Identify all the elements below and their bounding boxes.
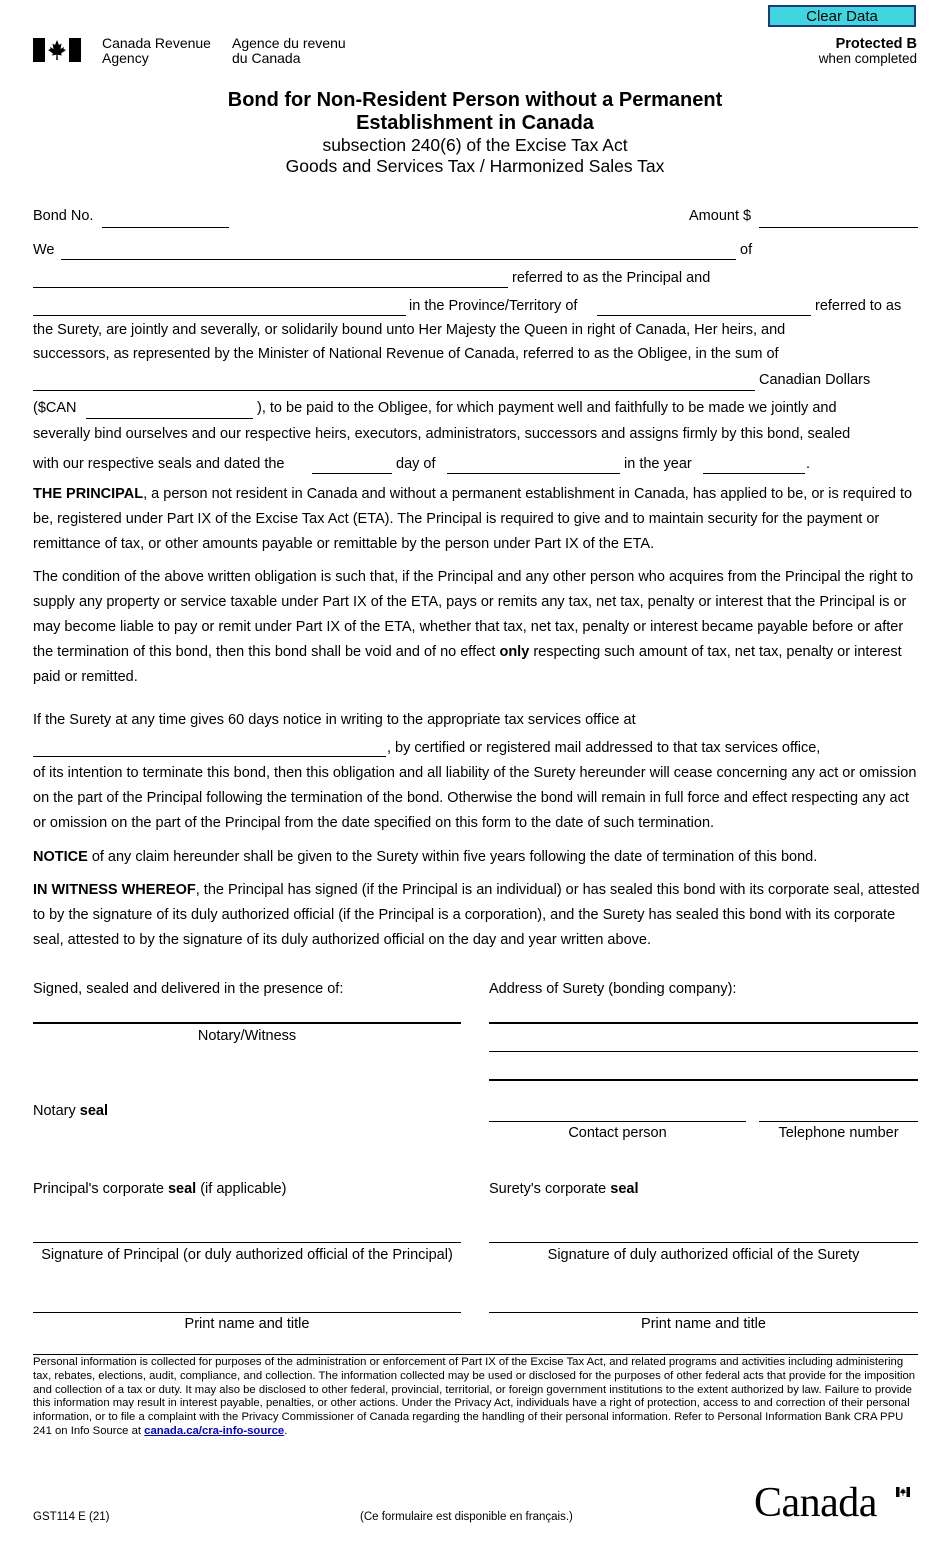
agency-name-en xyxy=(102,36,211,65)
french-availability-note: (Ce formulaire est disponible en français.) xyxy=(360,1511,573,1523)
witness-bold: IN WITNESS WHEREOF xyxy=(33,882,196,898)
principal-seal-bold: seal xyxy=(167,1181,197,1197)
surety-seal-bold: seal xyxy=(610,1181,639,1197)
severally-text: severally bind ourselves and our respective heirs, executors, administrators, successors and assigns firmly by this bond, sealed xyxy=(33,426,851,442)
notice-bold: NOTICE xyxy=(33,849,88,865)
when-completed: when completed xyxy=(818,51,917,66)
sum-words-input[interactable] xyxy=(33,373,755,391)
notary-seal-bold: seal xyxy=(79,1103,108,1119)
page-title xyxy=(0,89,950,176)
surety-signature-line[interactable] xyxy=(489,1242,918,1243)
agency-name-fr xyxy=(232,36,346,65)
agency-fr-line1: Agence du revenu xyxy=(232,35,346,51)
in-the-year-label: in the year xyxy=(624,456,692,472)
surety-print-name-input[interactable] xyxy=(489,1295,918,1313)
surety-notice-text: If the Surety at any time gives 60 days notice in writing to the appropriate tax services office at xyxy=(33,712,636,728)
title-line2: Establishment in Canada xyxy=(356,112,594,134)
agency-en-line2: Agency xyxy=(102,49,149,66)
privacy-text: Personal information is collected for purposes of the administration or enforcement of Part IX of the Excise Tax Act, and related programs and activities including administering tax, rebates, elections, audit, compliance, and collection. The information collected may be used or disclosed for the purposes of other federal acts that provide for the imposition and collection of a tax or duty. It may also be disclosed to other federal, provincial, territorial, or foreign government institutions to the extent authorized by law. Failure to provide this information may result in interest payable, penalties, or other actions. Under the Privacy Act, individuals have a right of protection, access to and correction of their personal information, or to file a complaint with the Privacy Commissioner of Canada regarding the handling of their personal information. Refer to Personal Information Bank CRA PPU 241 on Info Source at xyxy=(33,1356,916,1437)
province-input[interactable] xyxy=(597,298,811,316)
surety-text-line1: the Surety, are jointly and severally, or solidarily bound unto Her Majesty the Queen in right of Canada, Her heirs, and xyxy=(33,322,786,338)
contact-person-label: Contact person xyxy=(568,1125,667,1141)
tax-office-input[interactable] xyxy=(33,739,386,757)
termination-text: of its intention to terminate this bond, then this obligation and all liability of the Surety hereunder will cease concerning any act or omission on the part of the Principal following the termination of the bond. Otherwise the bond will remain in full force and effect respecting any act or omission on the part of the Principal from the date specified on this form to the date of such termination. xyxy=(33,765,917,831)
address-of-surety-label: Address of Surety (bonding company): xyxy=(489,981,737,997)
telephone-label: Telephone number xyxy=(778,1125,899,1141)
principal-seal-label xyxy=(33,1180,286,1198)
scan-amount-input[interactable] xyxy=(86,401,253,419)
condition-bold: only xyxy=(499,644,530,660)
title-line4: Goods and Services Tax / Harmonized Sales Tax xyxy=(285,155,665,176)
amount-label: Amount $ xyxy=(689,208,752,224)
principal-seal-post: (if applicable) xyxy=(200,1181,287,1197)
bond-no-input[interactable] xyxy=(102,210,229,228)
surety-seal-pre: Surety's corporate xyxy=(489,1181,607,1197)
principal-signature-label: Signature of Principal (or duly authorized official of the Principal) xyxy=(41,1247,453,1263)
principal-address-input[interactable] xyxy=(33,270,508,288)
province-label: in the Province/Territory of xyxy=(409,298,578,314)
agency-en-line1: Canada Revenue xyxy=(102,35,211,51)
principal-paragraph xyxy=(33,482,923,557)
government-flag-icon xyxy=(33,38,81,62)
year-input[interactable] xyxy=(703,456,805,474)
principal-label: referred to as the Principal and xyxy=(512,270,711,286)
day-of-label: day of xyxy=(396,456,436,472)
scan-after-text: ), to be paid to the Obligee, for which payment well and faithfully to be made we jointly and xyxy=(257,400,837,416)
notary-witness-line[interactable] xyxy=(33,1022,461,1024)
we-label: We xyxy=(33,242,55,258)
protected-b: Protected B xyxy=(835,36,917,52)
we-input[interactable] xyxy=(61,242,736,260)
condition-end: respecting such amount of tax, net tax, penalty or interest paid or remitted. xyxy=(33,644,902,685)
condition-paragraph xyxy=(33,565,923,690)
telephone-input[interactable] xyxy=(759,1104,918,1122)
surety-address-line3[interactable] xyxy=(489,1062,918,1081)
referred-as-label: referred to as xyxy=(815,298,902,314)
canada-wordmark xyxy=(754,1479,914,1527)
principal-print-name-input[interactable] xyxy=(33,1295,461,1313)
period: . xyxy=(806,456,811,472)
canada-wordmark-text: Canada xyxy=(754,1480,877,1526)
of-label: of xyxy=(740,242,753,258)
wordmark-flag-icon xyxy=(896,1487,910,1497)
termination-paragraph xyxy=(33,761,923,836)
amount-input[interactable] xyxy=(759,210,918,228)
scan-label: ($CAN xyxy=(33,400,77,416)
surety-address-line1[interactable] xyxy=(489,1005,918,1024)
notary-seal-label xyxy=(33,1102,108,1120)
title-line3: subsection 240(6) of the Excise Tax Act xyxy=(322,135,628,155)
privacy-end: . xyxy=(284,1424,288,1437)
clear-data-button[interactable]: Clear Data xyxy=(768,5,916,27)
notice-paragraph xyxy=(33,845,923,870)
signed-sealed-label: Signed, sealed and delivered in the presence of: xyxy=(33,981,344,997)
surety-signature-label: Signature of duly authorized official of the Surety xyxy=(547,1247,860,1263)
surety-address-line2[interactable] xyxy=(489,1034,918,1052)
principal-print-name-label: Print name and title xyxy=(184,1316,310,1332)
day-input[interactable] xyxy=(312,456,392,474)
principal-bold: THE PRINCIPAL xyxy=(33,486,144,502)
footer-divider xyxy=(33,1354,918,1355)
witness-text: , the Principal has signed (if the Principal is an individual) or has sealed this bond with its corporate seal, attested to by the signature of its duly authorized official (if the Principal is a corporation), and the Surety has sealed this bond with its corporate seal, attested to by the signature of its duly authorized official on the day and year written above. xyxy=(33,882,920,948)
notary-witness-label: Notary/Witness xyxy=(197,1028,297,1044)
bond-no-label: Bond No. xyxy=(33,208,94,224)
agency-fr-line2: du Canada xyxy=(232,49,301,66)
dated-label: with our respective seals and dated the xyxy=(33,456,285,472)
certified-text: , by certified or registered mail addressed to that tax services office, xyxy=(387,740,821,756)
principal-text: , a person not resident in Canada and without a permanent establishment in Canada, has applied to be, or is required to be, registered under Part IX of the Excise Tax Act (ETA). The Principal is required to give and to maintain security for the payment or remittance of tax, or other amounts payable or remittable by the person under Part IX of the ETA. xyxy=(33,486,913,552)
principal-seal-pre: Principal's corporate xyxy=(33,1181,164,1197)
surety-name-input[interactable] xyxy=(33,298,406,316)
month-input[interactable] xyxy=(447,456,620,474)
witness-paragraph xyxy=(33,878,923,953)
form-id: GST114 E (21) xyxy=(33,1511,110,1523)
notice-text: of any claim hereunder shall be given to the Surety within five years following the date of termination of this bond. xyxy=(91,849,818,865)
privacy-notice xyxy=(33,1356,918,1439)
principal-signature-line[interactable] xyxy=(33,1242,461,1243)
notary-text: Notary xyxy=(33,1103,76,1119)
info-source-link[interactable]: canada.ca/cra-info-source xyxy=(144,1424,285,1437)
surety-print-name-label: Print name and title xyxy=(641,1316,766,1332)
surety-seal-label xyxy=(489,1180,638,1198)
protection-label xyxy=(819,36,917,66)
contact-person-input[interactable] xyxy=(489,1104,746,1122)
title-line1: Bond for Non-Resident Person without a Permanent xyxy=(227,89,723,111)
condition-text: The condition of the above written obligation is such that, if the Principal and any other person who acquires from the Principal the right to supply any property or service taxable under Part IX of the ETA, pays or remits any tax, net tax, penalty or interest that the Principal is or may become liable to pay or remit under Part IX of the ETA, whether that tax, net tax, penalty or interest became payable before or after the termination of this bond, then this bond shall be void and of no effect xyxy=(33,569,914,660)
surety-text-line2: successors, as represented by the Minister of National Revenue of Canada, referred to as the Obligee, in the sum of xyxy=(33,346,779,362)
canadian-dollars-label: Canadian Dollars xyxy=(759,372,871,388)
